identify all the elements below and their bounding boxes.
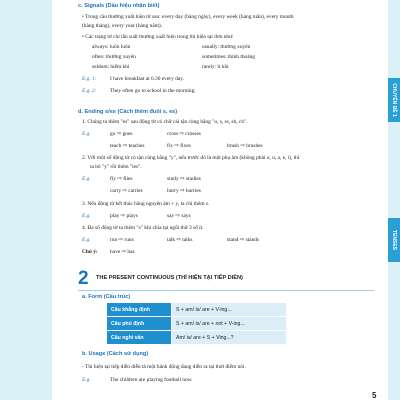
usage-heading: b. Usage (Cách sử dụng) xyxy=(82,351,149,357)
page-number: 5 xyxy=(372,391,377,400)
usage-eg-label: E.g. xyxy=(82,377,91,383)
rule-3-example: say ⇨ says xyxy=(167,213,191,219)
rule-1-example: brush ⇨ brushes xyxy=(227,143,263,149)
table-row xyxy=(107,331,287,345)
example-1-text: I have breakfast at 6.30 every day. xyxy=(110,76,184,82)
usage-eg-text: The children are playing football now. xyxy=(110,377,193,383)
form-label: Câu nghi vấn xyxy=(107,331,172,345)
rule-4-example: stand ⇨ stands xyxy=(227,237,260,243)
adverb-often: often: thường xuyên xyxy=(92,54,136,60)
adverb-always: always: luôn luôn xyxy=(92,44,131,50)
rule-1-example: go ⇨ goes xyxy=(110,131,133,137)
rule-4-example: run ⇨ runs xyxy=(110,237,134,243)
table-row xyxy=(107,317,287,331)
rule-1: 1. Chúng ta thêm "es" sau động từ có chữ cái tận cùng bằng "o, s, ss, sh, ch". xyxy=(82,119,248,125)
side-tab-tenses-label: TENSES xyxy=(391,229,397,251)
signals-bullet-1-line-2: (hàng tháng), every year (hàng năm). xyxy=(82,23,163,29)
side-tab-chapter-label: CHUYÊN ĐỀ 1 xyxy=(391,83,397,117)
example-2-label: E.g. 2: xyxy=(82,88,97,94)
section-number: 2 xyxy=(78,268,89,289)
rule-2-eg-label: E.g. xyxy=(82,176,91,182)
form-label: Câu khẳng định xyxy=(107,303,172,317)
usage-text: - Thì hiện tại tiếp diễn diễn tả một hành động đang diễn ra tại thời điểm nói. xyxy=(82,364,246,370)
form-label: Câu phủ định xyxy=(107,317,172,331)
signals-heading: c. Signals (Dấu hiệu nhận biết) xyxy=(78,3,160,9)
note-label: Chú ý: xyxy=(82,249,98,255)
rule-2-line-1: 2. Với một số động từ có tận cùng bằng "y", nếu trước đó là một phụ âm (không phải o, u, a, e, i), thì xyxy=(82,155,300,161)
example-1-label: E.g. 1: xyxy=(82,76,97,82)
rule-2-example: carry ⇨ carries xyxy=(110,188,143,194)
example-2-text: They often go to school in the morning. xyxy=(110,88,196,94)
section-divider xyxy=(78,290,374,291)
form-formula: S + am/ is/ are + V-ing... xyxy=(172,303,287,317)
form-heading: a. Form (Cấu trúc) xyxy=(82,294,131,300)
note-text: have ⇨ has xyxy=(110,249,135,255)
signals-bullet-2: • Các trạng từ chỉ tần suất thường xuất hiện trong thì hiện tại đơn như: xyxy=(82,34,234,40)
adverb-sometimes: sometimes: thỉnh thoảng xyxy=(202,54,256,60)
rule-1-eg-label: E.g. xyxy=(82,131,91,137)
side-tab-chapter xyxy=(388,78,400,122)
form-table xyxy=(106,302,287,345)
rule-1-example: teach ⇨ teaches xyxy=(110,143,145,149)
rule-2-line-2: ta bỏ "y" rồi thêm "ies". xyxy=(90,164,142,170)
adverb-seldom: seldom: hiếm khi xyxy=(92,64,130,70)
rule-2-example: study ⇨ studies xyxy=(167,176,201,182)
side-tab-tenses xyxy=(388,218,400,262)
table-row xyxy=(107,303,287,317)
rule-2-example: hurry ⇨ hurries xyxy=(167,188,201,194)
signals-bullet-1-line-1: • Trong câu thường xuất hiện từ sau: every day (hàng ngày), every week (hàng tuần), every month xyxy=(82,14,294,20)
rule-4-example: talk ⇨ talks xyxy=(167,237,193,243)
rule-1-example: fix ⇨ fixes xyxy=(167,143,191,149)
endings-heading: d. Ending s/es (Cách thêm đuôi s, es) xyxy=(78,109,178,115)
form-formula: S + am/ is/ are + not + V-ing... xyxy=(172,317,287,331)
rule-3-example: play ⇨ plays xyxy=(110,213,138,219)
adverb-rarely: rarely: ít khi xyxy=(202,64,229,70)
form-formula: Am/ is/ are + S + Ving...? xyxy=(172,331,287,345)
adverb-usually: usually: thường xuyên xyxy=(202,44,251,50)
rule-3: 3. Nếu động từ kết thúc bằng nguyên âm + y, ta chỉ thêm s. xyxy=(82,201,210,207)
rule-3-eg-label: E.g. xyxy=(82,213,91,219)
rule-4: 4. Đa số động từ ta thêm "s" khi chia tại ngôi thứ 3 số ít. xyxy=(82,225,204,231)
rule-2-example: fly ⇨ flies xyxy=(110,176,133,182)
rule-4-eg-label: E.g. xyxy=(82,237,91,243)
section-title: THE PRESENT CONTINUOUS (THÌ HIỆN TẠI TIẾP DIỄN) xyxy=(96,275,243,281)
rule-1-example: cross ⇨ crosses xyxy=(167,131,201,137)
